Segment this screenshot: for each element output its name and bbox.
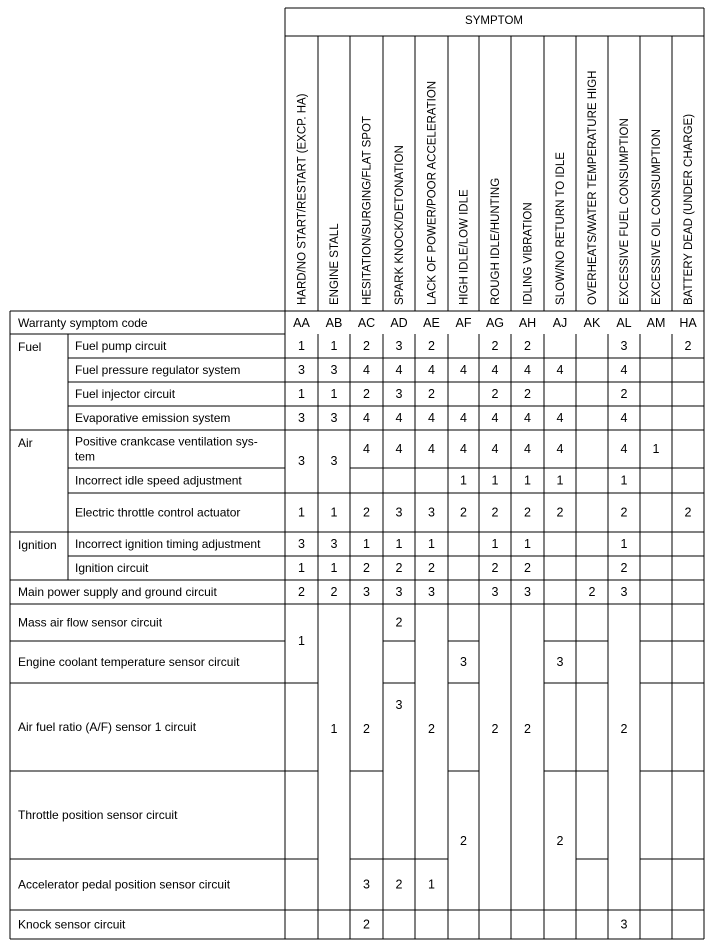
symptom-column-name: BATTERY DEAD (UNDER CHARGE) — [683, 113, 695, 305]
symptom-header-title: SYMPTOM — [465, 15, 523, 27]
row-label: Evaporative emission system — [75, 411, 231, 425]
matrix-cell-value: 1 — [298, 339, 305, 353]
row-label: Mass air flow sensor circuit — [18, 615, 163, 630]
symptom-column-name: OVERHEATS/WATER TEMPERATURE HIGH — [587, 70, 599, 305]
matrix-cell-value: 4 — [620, 442, 628, 456]
matrix-cell-value: 3 — [330, 537, 338, 551]
matrix-cell-value: 3 — [298, 454, 305, 468]
row-label: Knock sensor circuit — [18, 917, 126, 932]
matrix-cell-value: 4 — [524, 442, 531, 456]
matrix-cell-value: 1 — [330, 561, 338, 575]
row-label: tem — [75, 449, 96, 464]
matrix-cell-value: 1 — [556, 473, 564, 488]
matrix-cell-value: 3 — [460, 655, 467, 669]
matrix-cell-value: 2 — [620, 722, 628, 736]
row-label: Engine coolant temperature sensor circuit — [18, 655, 240, 669]
warranty-code-cell: AL — [616, 316, 632, 330]
row-label: Accelerator pedal position sensor circuit — [18, 877, 231, 892]
warranty-code-cell: AH — [518, 316, 537, 330]
row-label: Fuel pressure regulator system — [75, 363, 241, 377]
symptom-column-name: EXCESSIVE FUEL CONSUMPTION — [619, 118, 631, 305]
matrix-cell-value: 3 — [395, 585, 403, 599]
matrix-cell-value: 1 — [298, 634, 305, 648]
table-text-layer — [18, 15, 697, 932]
matrix-cell-value: 3 — [395, 387, 403, 401]
symptom-column-name: ENGINE STALL — [329, 223, 341, 305]
matrix-cell-value: 1 — [524, 473, 531, 488]
symptom-column-name: LACK OF POWER/POOR ACCELERATION — [426, 80, 439, 305]
matrix-cell-value: 4 — [620, 363, 628, 377]
row-label: Ignition circuit — [75, 561, 149, 575]
matrix-cell-value: 2 — [620, 561, 628, 575]
matrix-cell-value: 4 — [524, 411, 531, 425]
matrix-cell-value: 2 — [395, 561, 403, 575]
matrix-cell-value: 2 — [428, 387, 435, 401]
matrix-cell-value: 1 — [428, 877, 435, 892]
matrix-cell-value: 4 — [395, 363, 403, 377]
matrix-cell-value: 1 — [330, 722, 338, 736]
matrix-cell-value: 1 — [298, 387, 305, 401]
matrix-cell-value: 3 — [363, 585, 370, 599]
warranty-code-cell: AD — [390, 316, 408, 330]
matrix-cell-value: 3 — [395, 698, 403, 712]
warranty-code-cell: AA — [293, 316, 310, 330]
group-label: Air — [18, 436, 33, 450]
group-label: Ignition — [18, 538, 57, 552]
matrix-cell-value: 2 — [298, 585, 305, 599]
matrix-cell-value: 4 — [556, 411, 564, 425]
matrix-cell-value: 3 — [620, 917, 628, 932]
matrix-cell-value: 2 — [684, 339, 692, 353]
matrix-cell-value: 1 — [330, 339, 338, 353]
matrix-cell-value: 1 — [524, 537, 531, 551]
matrix-cell-value: 3 — [428, 585, 435, 599]
matrix-cell-value: 4 — [395, 442, 403, 456]
matrix-cell-value: 3 — [491, 585, 499, 599]
matrix-cell-value: 1 — [428, 537, 435, 551]
matrix-cell-value: 2 — [363, 722, 370, 736]
matrix-cell-value: 1 — [652, 442, 660, 456]
row-label: Positive crankcase ventilation sys- — [75, 434, 258, 449]
matrix-cell-value: 2 — [428, 561, 435, 575]
row-label: Incorrect idle speed adjustment — [75, 473, 242, 488]
matrix-cell-value: 4 — [491, 411, 499, 425]
matrix-cell-value: 3 — [330, 363, 338, 377]
row-label: Air fuel ratio (A/F) sensor 1 circuit — [18, 720, 197, 734]
symptom-column-name: EXCESSIVE OIL CONSUMPTION — [651, 129, 663, 305]
matrix-cell-value: 2 — [460, 505, 467, 520]
matrix-cell-value: 4 — [620, 411, 628, 425]
matrix-cell-value: 3 — [298, 363, 305, 377]
warranty-code-cell: AG — [485, 316, 505, 330]
matrix-cell-value: 3 — [395, 339, 403, 353]
matrix-cell-value: 4 — [428, 411, 435, 425]
matrix-cell-value: 1 — [298, 561, 305, 575]
matrix-cell-value: 2 — [684, 505, 692, 520]
matrix-cell-value: 2 — [428, 339, 435, 353]
matrix-cell-value: 4 — [363, 363, 370, 377]
matrix-cell-value: 2 — [588, 585, 596, 599]
matrix-cell-value: 2 — [556, 505, 564, 520]
matrix-cell-value: 1 — [491, 537, 499, 551]
warranty-code-cell: AB — [325, 316, 343, 330]
symptom-column-name: HARD/NO START/RESTART (EXCP. HA) — [296, 93, 309, 305]
matrix-cell-value: 2 — [363, 917, 370, 932]
symptom-column-name: SLOW/NO RETURN TO IDLE — [555, 152, 567, 305]
matrix-cell-value: 4 — [491, 363, 499, 377]
matrix-cell-value: 2 — [363, 505, 370, 520]
row-label: Throttle position sensor circuit — [18, 808, 178, 822]
matrix-cell-value: 3 — [330, 411, 338, 425]
matrix-cell-value: 1 — [395, 537, 403, 551]
matrix-cell-value: 2 — [491, 339, 499, 353]
row-label: Fuel injector circuit — [75, 387, 176, 401]
matrix-cell-value: 2 — [428, 722, 435, 736]
matrix-cell-value: 4 — [363, 411, 370, 425]
matrix-cell-value: 4 — [428, 442, 435, 456]
matrix-cell-value: 2 — [620, 505, 628, 520]
matrix-cell-value: 1 — [620, 473, 628, 488]
matrix-cell-value: 1 — [620, 537, 628, 551]
group-label: Fuel — [18, 340, 42, 354]
matrix-cell-value: 3 — [298, 411, 305, 425]
row-label: Fuel pump circuit — [75, 339, 167, 353]
matrix-cell-value: 1 — [298, 505, 305, 520]
row-label: Electric throttle control actuator — [75, 505, 241, 520]
matrix-cell-value: 2 — [491, 387, 499, 401]
matrix-cell-value: 2 — [556, 834, 564, 848]
matrix-cell-value: 4 — [556, 442, 564, 456]
matrix-cell-value: 2 — [524, 387, 531, 401]
matrix-cell-value: 4 — [524, 363, 531, 377]
warranty-code-row-label: Warranty symptom code — [18, 316, 148, 330]
matrix-cell-value: 2 — [395, 877, 403, 892]
row-label: Incorrect ignition timing adjustment — [75, 537, 261, 551]
matrix-cell-value: 4 — [460, 411, 467, 425]
matrix-cell-value: 3 — [298, 537, 305, 551]
symptom-column-name: ROUGH IDLE/HUNTING — [490, 177, 502, 305]
matrix-cell-value: 3 — [330, 454, 338, 468]
warranty-code-cell: AM — [646, 316, 666, 330]
matrix-cell-value: 3 — [620, 339, 628, 353]
symptom-column-name: HESITATION/SURGING/FLAT SPOT — [361, 116, 374, 305]
symptom-column-name: IDLING VIBRATION — [522, 202, 535, 305]
matrix-cell-value: 4 — [460, 442, 467, 456]
warranty-code-cell: HA — [679, 316, 697, 330]
matrix-cell-value: 4 — [428, 363, 435, 377]
matrix-cell-value: 3 — [363, 877, 370, 892]
matrix-cell-value: 4 — [363, 442, 370, 456]
matrix-cell-value: 2 — [395, 615, 403, 630]
matrix-cell-value: 4 — [395, 411, 403, 425]
symptom-column-name: SPARK KNOCK/DETONATION — [394, 145, 406, 305]
matrix-cell-value: 3 — [395, 505, 403, 520]
matrix-cell-value: 1 — [363, 537, 370, 551]
matrix-cell-value: 1 — [491, 473, 499, 488]
matrix-cell-value: 2 — [330, 585, 338, 599]
warranty-code-cell: AK — [583, 316, 601, 330]
matrix-cell-value: 1 — [460, 473, 467, 488]
matrix-cell-value: 4 — [491, 442, 499, 456]
warranty-code-cell: AF — [455, 316, 472, 330]
matrix-cell-value: 2 — [363, 561, 370, 575]
matrix-cell-value: 2 — [524, 722, 531, 736]
matrix-cell-value: 2 — [491, 505, 499, 520]
symptom-column-name: HIGH IDLE/LOW IDLE — [458, 189, 471, 305]
matrix-cell-value: 1 — [330, 505, 338, 520]
matrix-cell-value: 4 — [556, 363, 564, 377]
matrix-cell-value: 4 — [460, 363, 467, 377]
matrix-cell-value: 2 — [620, 387, 628, 401]
matrix-cell-value: 3 — [556, 655, 564, 669]
matrix-cell-value: 3 — [524, 585, 531, 599]
matrix-cell-value: 2 — [491, 722, 499, 736]
matrix-cell-value: 2 — [363, 387, 370, 401]
matrix-cell-value: 2 — [524, 561, 531, 575]
warranty-code-cell: AC — [357, 316, 376, 330]
matrix-cell-value: 3 — [620, 585, 628, 599]
matrix-cell-value: 1 — [330, 387, 338, 401]
matrix-cell-value: 2 — [524, 505, 531, 520]
warranty-code-cell: AJ — [552, 316, 568, 330]
matrix-cell-value: 3 — [428, 505, 435, 520]
warranty-code-cell: AE — [423, 316, 440, 330]
matrix-cell-value: 2 — [491, 561, 499, 575]
row-label: Main power supply and ground circuit — [18, 585, 217, 599]
matrix-cell-value: 2 — [363, 339, 370, 353]
matrix-cell-value: 2 — [460, 834, 467, 848]
matrix-cell-value: 2 — [524, 339, 531, 353]
